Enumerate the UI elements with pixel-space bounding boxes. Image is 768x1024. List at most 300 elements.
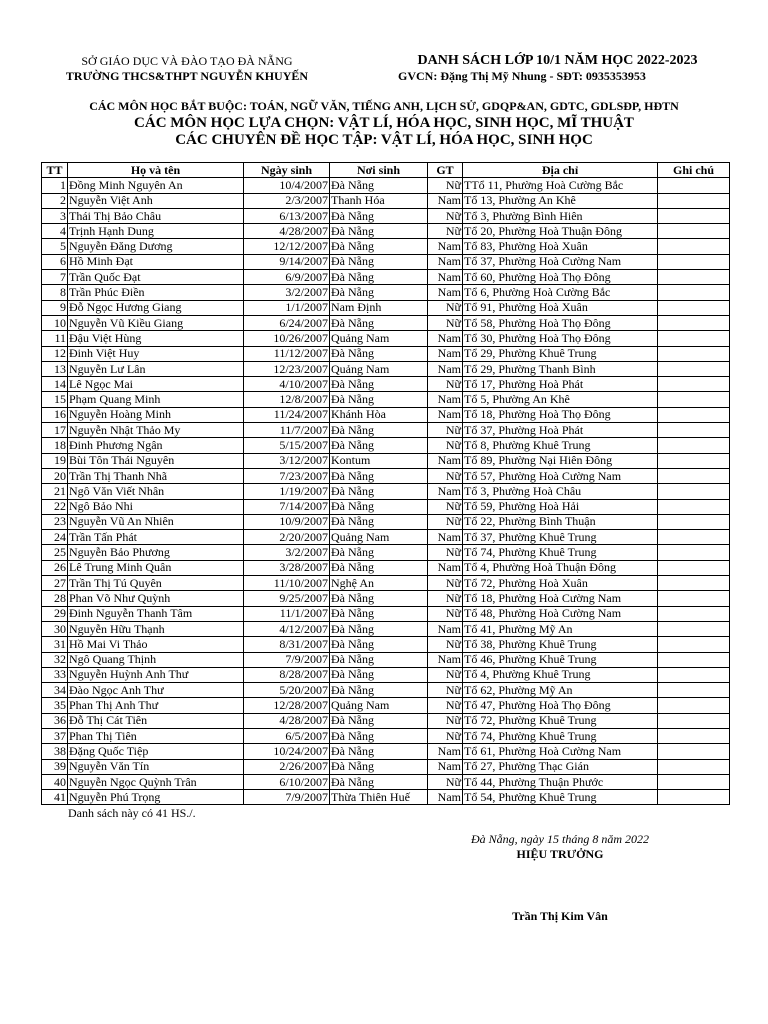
cell-address: Tổ 37, Phường Khuê Trung [463,530,658,545]
cell-address: Tổ 27, Phường Thạc Gián [463,759,658,774]
cell-birthplace: Quảng Nam [330,698,428,713]
cell-notes [658,499,730,514]
cell-gender: Nam [428,484,463,499]
table-row [42,530,730,545]
cell-notes [658,683,730,698]
cell-gender: Nữ [428,774,463,789]
cell-notes [658,193,730,208]
cell-notes [658,315,730,330]
cell-gender: Nữ [428,728,463,743]
cell-notes [658,591,730,606]
cell-dob: 3/28/2007 [244,560,330,575]
column-header-dob: Ngày sinh [244,163,330,178]
cell-gender: Nam [428,193,463,208]
cell-tt: 13 [42,361,68,376]
cell-notes [658,728,730,743]
cell-name: Ngô Bảo Nhi [68,499,244,514]
table-row [42,621,730,636]
cell-birthplace: Quảng Nam [330,361,428,376]
cell-address: Tổ 6, Phường Hoà Cường Bắc [463,285,658,300]
cell-name: Nguyễn Nhật Thảo My [68,423,244,438]
table-row [42,178,730,193]
cell-notes [658,270,730,285]
cell-address: Tổ 3, Phường Bình Hiên [463,208,658,223]
cell-tt: 9 [42,300,68,315]
cell-gender: Nam [428,270,463,285]
cell-name: Đỗ Ngọc Hương Giang [68,300,244,315]
cell-name: Nguyễn Lư Lân [68,361,244,376]
table-row [42,300,730,315]
cell-tt: 8 [42,285,68,300]
cell-notes [658,530,730,545]
cell-gender: Nam [428,239,463,254]
cell-name: Nguyễn Đăng Dương [68,239,244,254]
cell-notes [658,285,730,300]
table-header-row [42,163,730,178]
cell-notes [658,361,730,376]
cell-tt: 14 [42,377,68,392]
cell-birthplace: Đà Nẵng [330,545,428,560]
cell-birthplace: Đà Nẵng [330,438,428,453]
cell-tt: 19 [42,453,68,468]
cell-dob: 4/10/2007 [244,377,330,392]
count-note: Danh sách này có 41 HS./. [68,806,196,820]
cell-notes [658,392,730,407]
cell-tt: 26 [42,560,68,575]
cell-name: Nguyễn Ngọc Quỳnh Trân [68,774,244,789]
cell-address: Tổ 74, Phường Khuê Trung [463,728,658,743]
cell-gender: Nam [428,790,463,805]
cell-address: Tổ 44, Phường Thuận Phước [463,774,658,789]
cell-name: Nguyễn Huỳnh Anh Thư [68,667,244,682]
table-row [42,728,730,743]
table-row [42,193,730,208]
table-row [42,560,730,575]
cell-name: Đinh Việt Huy [68,346,244,361]
cell-dob: 11/10/2007 [244,576,330,591]
cell-gender: Nữ [428,514,463,529]
cell-name: Bùi Tôn Thái Nguyên [68,453,244,468]
cell-birthplace: Nghệ An [330,576,428,591]
cell-notes [658,621,730,636]
cell-address: Tổ 38, Phường Khuê Trung [463,637,658,652]
cell-gender: Nam [428,285,463,300]
cell-address: Tổ 72, Phường Hoà Xuân [463,576,658,591]
cell-birthplace: Đà Nẵng [330,774,428,789]
table-row [42,361,730,376]
cell-dob: 1/1/2007 [244,300,330,315]
cell-tt: 11 [42,331,68,346]
cell-name: Hồ Mai Vi Thảo [68,637,244,652]
cell-tt: 1 [42,178,68,193]
elective-subjects: CÁC MÔN HỌC LỰA CHỌN: VẬT LÍ, HÓA HỌC, SINH HỌC, MĨ THUẬT [134,115,634,131]
cell-address: Tổ 60, Phường Hoà Thọ Đông [463,270,658,285]
cell-birthplace: Đà Nẵng [330,484,428,499]
cell-birthplace: Đà Nẵng [330,759,428,774]
cell-dob: 12/23/2007 [244,361,330,376]
cell-address: Tổ 29, Phường Thanh Bình [463,361,658,376]
cell-address: Tổ 46, Phường Khuê Trung [463,652,658,667]
cell-notes [658,346,730,361]
cell-birthplace: Thanh Hóa [330,193,428,208]
cell-address: Tổ 8, Phường Khuê Trung [463,438,658,453]
cell-tt: 3 [42,208,68,223]
cell-name: Trần Phúc Điền [68,285,244,300]
cell-name: Nguyễn Vũ An Nhiên [68,514,244,529]
table-row [42,484,730,499]
cell-dob: 6/5/2007 [244,728,330,743]
cell-address: Tổ 3, Phường Hoà Châu [463,484,658,499]
table-body [42,178,730,805]
cell-address: Tổ 20, Phường Hoà Thuận Đông [463,224,658,239]
table-row [42,683,730,698]
table-row [42,545,730,560]
cell-birthplace: Đà Nẵng [330,254,428,269]
cell-birthplace: Đà Nẵng [330,270,428,285]
cell-birthplace: Đà Nẵng [330,728,428,743]
table-row [42,270,730,285]
cell-gender: Nữ [428,545,463,560]
cell-address: Tổ 18, Phường Hoà Cường Nam [463,591,658,606]
cell-dob: 5/15/2007 [244,438,330,453]
cell-address: Tổ 57, Phường Hoà Cường Nam [463,468,658,483]
cell-gender: Nữ [428,606,463,621]
cell-dob: 9/25/2007 [244,591,330,606]
cell-dob: 10/9/2007 [244,514,330,529]
cell-tt: 38 [42,744,68,759]
signer-role: HIỆU TRƯỞNG [516,847,604,861]
column-header-address: Địa chỉ [463,163,658,178]
cell-name: Nguyễn Vũ Kiều Giang [68,315,244,330]
table-row [42,224,730,239]
cell-birthplace: Đà Nẵng [330,713,428,728]
cell-name: Phan Thị Anh Thư [68,698,244,713]
cell-dob: 11/24/2007 [244,407,330,422]
cell-dob: 1/19/2007 [244,484,330,499]
cell-tt: 24 [42,530,68,545]
cell-dob: 6/13/2007 [244,208,330,223]
cell-gender: Nữ [428,683,463,698]
cell-birthplace: Đà Nẵng [330,178,428,193]
cell-gender: Nam [428,652,463,667]
column-header-tt: TT [42,163,68,178]
cell-gender: Nam [428,530,463,545]
cell-gender: Nữ [428,423,463,438]
cell-dob: 3/12/2007 [244,453,330,468]
cell-name: Nguyễn Bảo Phương [68,545,244,560]
cell-dob: 11/12/2007 [244,346,330,361]
cell-name: Phạm Quang Minh [68,392,244,407]
cell-notes [658,576,730,591]
column-header-gender: GT [428,163,463,178]
cell-notes [658,744,730,759]
column-header-name: Họ và tên [68,163,244,178]
table-row [42,208,730,223]
cell-name: Ngô Quang Thịnh [68,652,244,667]
cell-birthplace: Đà Nẵng [330,377,428,392]
cell-address: Tổ 54, Phường Khuê Trung [463,790,658,805]
cell-address: Tổ 89, Phường Nại Hiên Đông [463,453,658,468]
cell-dob: 3/2/2007 [244,285,330,300]
cell-dob: 7/23/2007 [244,468,330,483]
table-row [42,285,730,300]
cell-address: Tổ 72, Phường Khuê Trung [463,713,658,728]
cell-name: Trần Tấn Phát [68,530,244,545]
cell-address: Tổ 61, Phường Hoà Cường Nam [463,744,658,759]
cell-name: Trần Quốc Đạt [68,270,244,285]
cell-birthplace: Kontum [330,453,428,468]
cell-tt: 36 [42,713,68,728]
cell-tt: 28 [42,591,68,606]
cell-name: Lê Ngọc Mai [68,377,244,392]
cell-dob: 12/8/2007 [244,392,330,407]
cell-notes [658,208,730,223]
table-row [42,438,730,453]
cell-tt: 20 [42,468,68,483]
cell-name: Hồ Minh Đạt [68,254,244,269]
cell-dob: 6/9/2007 [244,270,330,285]
table-row [42,392,730,407]
cell-gender: Nam [428,407,463,422]
page-title: DANH SÁCH LỚP 10/1 NĂM HỌC 2022-2023 [417,53,698,68]
cell-gender: Nữ [428,667,463,682]
cell-birthplace: Đà Nẵng [330,392,428,407]
cell-tt: 6 [42,254,68,269]
cell-birthplace: Thừa Thiên Huế [330,790,428,805]
cell-tt: 2 [42,193,68,208]
cell-birthplace: Khánh Hòa [330,407,428,422]
table-row [42,790,730,805]
cell-dob: 12/12/2007 [244,239,330,254]
cell-gender: Nữ [428,591,463,606]
cell-dob: 5/20/2007 [244,683,330,698]
table-row [42,407,730,422]
cell-tt: 21 [42,484,68,499]
cell-notes [658,698,730,713]
table-row [42,759,730,774]
table-row [42,315,730,330]
cell-name: Đào Ngọc Anh Thư [68,683,244,698]
cell-address: Tổ 4, Phường Hoà Thuận Đông [463,560,658,575]
cell-gender: Nam [428,621,463,636]
table-row [42,652,730,667]
cell-gender: Nữ [428,300,463,315]
cell-notes [658,790,730,805]
cell-notes [658,453,730,468]
cell-notes [658,331,730,346]
cell-birthplace: Đà Nẵng [330,499,428,514]
cell-address: Tổ 5, Phường An Khê [463,392,658,407]
cell-dob: 8/31/2007 [244,637,330,652]
cell-name: Đậu Việt Hùng [68,331,244,346]
cell-gender: Nữ [428,637,463,652]
cell-name: Nguyễn Việt Anh [68,193,244,208]
cell-birthplace: Đà Nẵng [330,667,428,682]
cell-birthplace: Đà Nẵng [330,208,428,223]
cell-name: Nguyễn Phú Trọng [68,790,244,805]
cell-tt: 16 [42,407,68,422]
cell-dob: 11/1/2007 [244,606,330,621]
cell-notes [658,438,730,453]
cell-birthplace: Đà Nẵng [330,423,428,438]
cell-birthplace: Đà Nẵng [330,239,428,254]
cell-address: Tổ 18, Phường Hoà Thọ Đông [463,407,658,422]
cell-gender: Nữ [428,576,463,591]
cell-birthplace: Đà Nẵng [330,637,428,652]
cell-tt: 29 [42,606,68,621]
cell-tt: 18 [42,438,68,453]
homeroom-teacher: GVCN: Đặng Thị Mỹ Nhung - SĐT: 0935353953 [398,69,646,83]
table-row [42,499,730,514]
table-row [42,591,730,606]
cell-gender: Nam [428,759,463,774]
table-row [42,667,730,682]
cell-address: Tổ 47, Phường Hoà Thọ Đông [463,698,658,713]
table-row [42,423,730,438]
cell-dob: 6/24/2007 [244,315,330,330]
cell-notes [658,239,730,254]
cell-birthplace: Đà Nẵng [330,560,428,575]
cell-tt: 33 [42,667,68,682]
cell-birthplace: Đà Nẵng [330,652,428,667]
cell-dob: 7/14/2007 [244,499,330,514]
cell-notes [658,652,730,667]
column-header-birthplace: Nơi sinh [330,163,428,178]
cell-name: Thái Thị Bảo Châu [68,208,244,223]
cell-tt: 40 [42,774,68,789]
cell-tt: 22 [42,499,68,514]
cell-address: Tổ 37, Phường Hoà Cường Nam [463,254,658,269]
cell-birthplace: Nam Định [330,300,428,315]
cell-name: Trần Thị Tú Quyên [68,576,244,591]
cell-birthplace: Đà Nẵng [330,514,428,529]
cell-tt: 35 [42,698,68,713]
cell-address: Tổ 13, Phường An Khê [463,193,658,208]
table-row [42,377,730,392]
cell-gender: Nữ [428,438,463,453]
cell-name: Nguyễn Văn Tín [68,759,244,774]
cell-gender: Nam [428,346,463,361]
cell-tt: 37 [42,728,68,743]
cell-dob: 7/9/2007 [244,790,330,805]
cell-gender: Nam [428,560,463,575]
cell-notes [658,468,730,483]
cell-birthplace: Đà Nẵng [330,468,428,483]
cell-address: Tổ 83, Phường Hoà Xuân [463,239,658,254]
table-row [42,331,730,346]
cell-birthplace: Đà Nẵng [330,683,428,698]
cell-name: Trần Thị Thanh Nhã [68,468,244,483]
cell-gender: Nữ [428,499,463,514]
cell-gender: Nam [428,453,463,468]
cell-name: Nguyễn Hữu Thạnh [68,621,244,636]
cell-notes [658,254,730,269]
cell-notes [658,407,730,422]
cell-dob: 4/28/2007 [244,224,330,239]
cell-gender: Nữ [428,224,463,239]
cell-tt: 41 [42,790,68,805]
cell-notes [658,667,730,682]
column-header-notes: Ghi chú [658,163,730,178]
cell-birthplace: Đà Nẵng [330,315,428,330]
cell-name: Đồng Minh Nguyên An [68,178,244,193]
cell-address: Tổ 4, Phường Khuê Trung [463,667,658,682]
cell-dob: 2/26/2007 [244,759,330,774]
cell-tt: 23 [42,514,68,529]
cell-birthplace: Đà Nẵng [330,285,428,300]
cell-notes [658,178,730,193]
cell-notes [658,423,730,438]
study-topics: CÁC CHUYÊN ĐỀ HỌC TẬP: VẬT LÍ, HÓA HỌC, SINH HỌC [175,132,593,148]
cell-gender: Nữ [428,468,463,483]
cell-dob: 10/24/2007 [244,744,330,759]
table-row [42,346,730,361]
cell-dob: 11/7/2007 [244,423,330,438]
cell-dob: 9/14/2007 [244,254,330,269]
school-name: TRƯỜNG THCS&THPT NGUYỄN KHUYẾN [65,69,309,83]
cell-notes [658,713,730,728]
cell-name: Phan Thị Tiên [68,728,244,743]
cell-notes [658,637,730,652]
cell-tt: 4 [42,224,68,239]
cell-notes [658,224,730,239]
table-row [42,468,730,483]
cell-address: Tổ 29, Phường Khuê Trung [463,346,658,361]
cell-tt: 34 [42,683,68,698]
cell-gender: Nữ [428,208,463,223]
cell-gender: Nam [428,254,463,269]
cell-birthplace: Đà Nẵng [330,606,428,621]
cell-notes [658,300,730,315]
cell-notes [658,514,730,529]
cell-name: Nguyễn Hoàng Minh [68,407,244,422]
cell-address: Tổ 22, Phường Bình Thuận [463,514,658,529]
place-date: Đà Nẵng, ngày 15 tháng 8 năm 2022 [471,832,649,846]
cell-dob: 10/4/2007 [244,178,330,193]
cell-gender: Nữ [428,698,463,713]
cell-tt: 7 [42,270,68,285]
cell-address: Tổ 58, Phường Hoà Thọ Đông [463,315,658,330]
cell-tt: 31 [42,637,68,652]
cell-address: Tổ 37, Phường Hoà Phát [463,423,658,438]
cell-dob: 2/20/2007 [244,530,330,545]
cell-name: Đặng Quốc Tiệp [68,744,244,759]
cell-tt: 5 [42,239,68,254]
cell-address: TTổ 11, Phường Hoà Cường Bắc [463,178,658,193]
cell-tt: 15 [42,392,68,407]
table-row [42,254,730,269]
cell-notes [658,545,730,560]
cell-dob: 8/28/2007 [244,667,330,682]
mandatory-subjects: CÁC MÔN HỌC BẮT BUỘC: TOÁN, NGỮ VĂN, TIẾNG ANH, LỊCH SỬ, GDQP&AN, GDTC, GDLSĐP, HĐTN [89,99,679,113]
cell-tt: 17 [42,423,68,438]
cell-tt: 12 [42,346,68,361]
cell-notes [658,484,730,499]
cell-dob: 4/12/2007 [244,621,330,636]
cell-birthplace: Đà Nẵng [330,621,428,636]
cell-birthplace: Quảng Nam [330,331,428,346]
cell-notes [658,759,730,774]
cell-gender: Nam [428,331,463,346]
cell-gender: Nữ [428,377,463,392]
table-row [42,713,730,728]
cell-gender: Nữ [428,178,463,193]
cell-birthplace: Đà Nẵng [330,224,428,239]
cell-name: Đinh Nguyễn Thanh Tâm [68,606,244,621]
cell-birthplace: Đà Nẵng [330,744,428,759]
cell-name: Trịnh Hạnh Dung [68,224,244,239]
cell-notes [658,377,730,392]
